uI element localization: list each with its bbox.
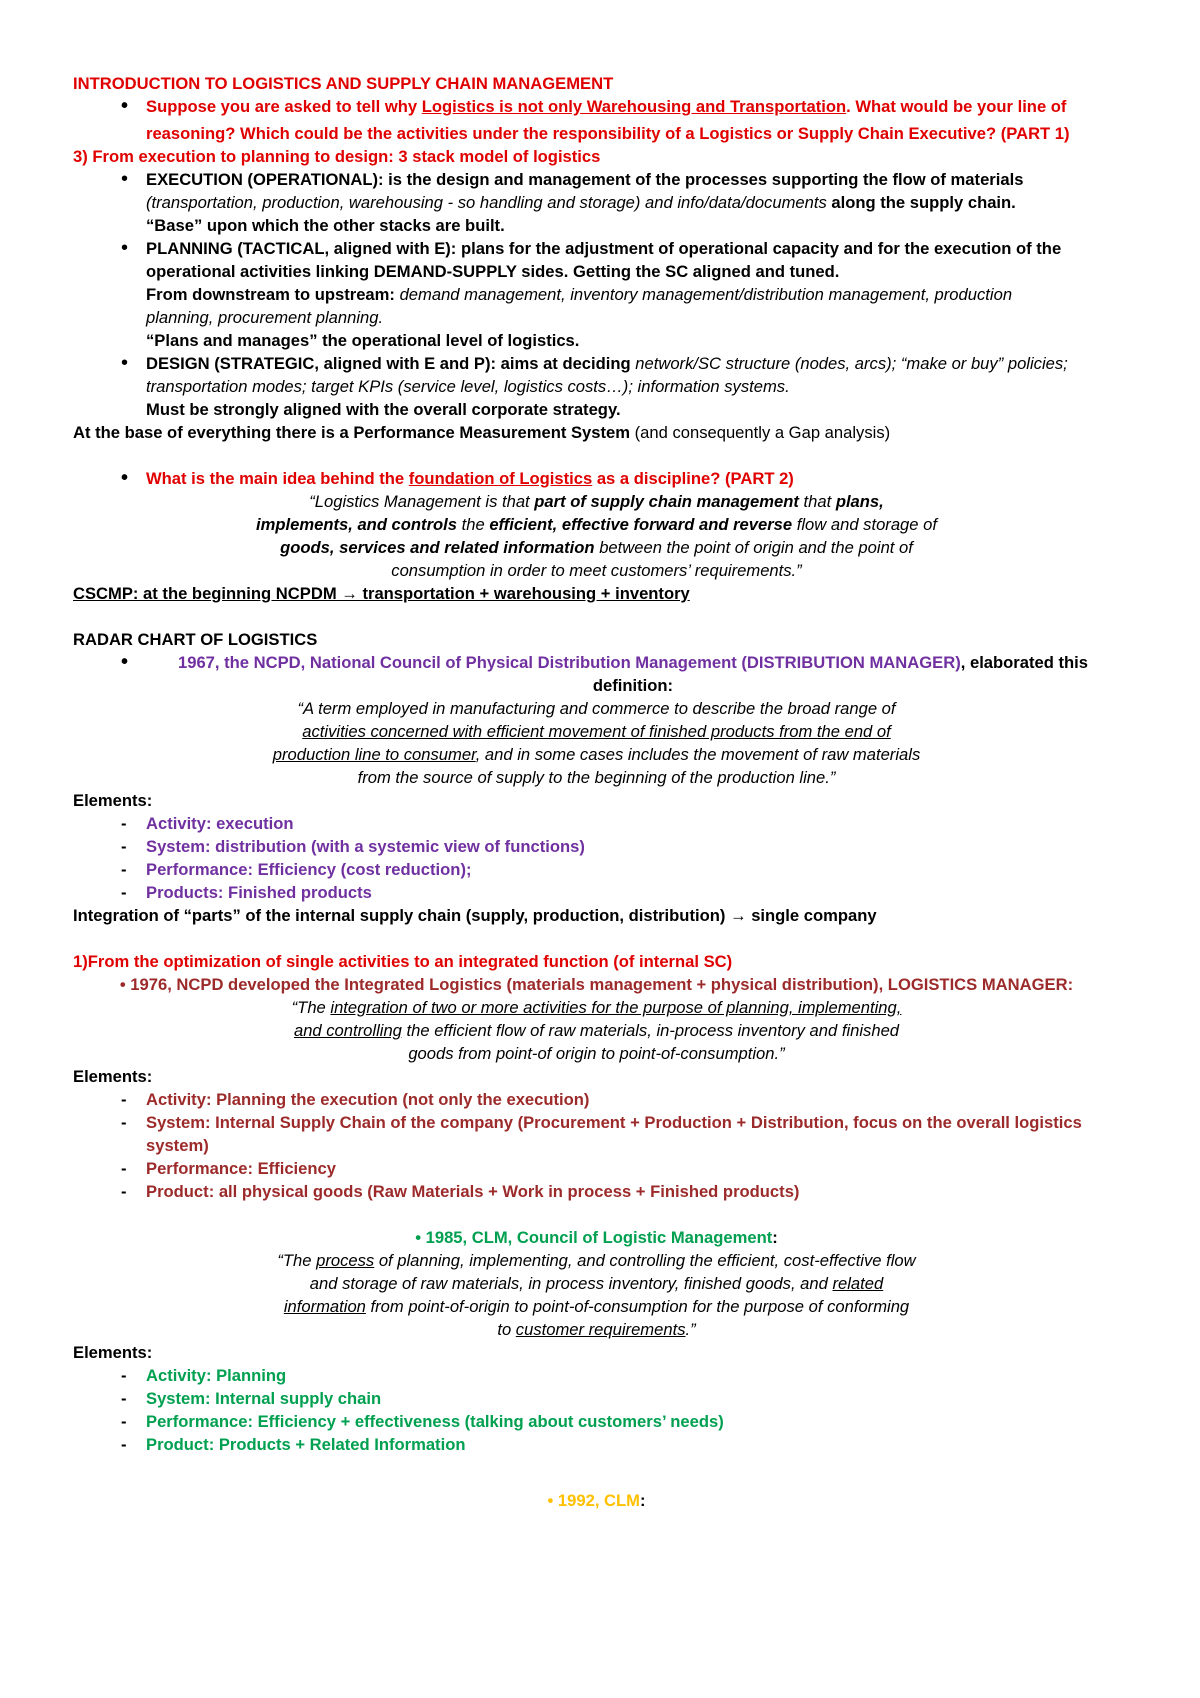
- elements-list-1976: [73, 1088, 1120, 1203]
- planning-item: • PLANNING (TACTICAL, aligned with E): plans for the adjustment of operational capacity and for the execution of the operational activities linking DEMAND-SUPPLY sides. Getting the SC aligned and tuned. From downstream to upstream: demand management, inventory management/distribution management, production planning, procurement planning. “Plans and manages” the operational level of logistics.: [73, 237, 1120, 352]
- list-item: - Product: Products + Related Information: [73, 1433, 1120, 1456]
- list-item: - System: distribution (with a systemic view of functions): [73, 835, 1120, 858]
- part1-question: • Suppose you are asked to tell why Logistics is not only Warehousing and Transportation. What would be your line of reasoning? Which could be the activities under the responsibility of a Logistics or Supply Chain Executive? (PART 1): [73, 95, 1120, 145]
- part2-highlight: foundation of Logistics: [408, 469, 593, 488]
- list-item: - Performance: Efficiency (cost reduction);: [73, 858, 1120, 881]
- elements-label-1976: Elements:: [73, 1067, 153, 1086]
- base-line: At the base of everything there is a Performance Measurement System (and consequently a Gap analysis): [73, 423, 891, 442]
- stack-heading: 3) From execution to planning to design: 3 stack model of logistics: [73, 147, 601, 166]
- clm-1985-quote: “The process of planning, implementing, and controlling the efficient, cost-effective flow and storage of raw materials, in process inventory, finished goods, and related information from point-of-origin to point-of-consumption for the purpose of conforming to customer requirements.”: [277, 1251, 916, 1339]
- elements-list-1967: [73, 812, 1120, 904]
- cscmp-line: CSCMP: at the beginning NCPDM → transportation + warehousing + inventory: [73, 584, 690, 603]
- cscmp-definition-quote: “Logistics Management is that part of supply chain management that plans, implements, and controls the efficient, effective forward and reverse flow and storage of goods, services and related information between the point of origin and the point of consumption in order to meet customers’ requirements.”: [256, 492, 937, 580]
- optimization-heading: 1)From the optimization of single activities to an integrated function (of internal SC): [73, 952, 733, 971]
- heading-1976: • 1976, NCPD developed the Integrated Logistics (materials management + physical distribution), LOGISTICS MANAGER:: [119, 975, 1074, 994]
- doc-title: INTRODUCTION TO LOGISTICS AND SUPPLY CHAIN MANAGEMENT: [73, 74, 614, 93]
- heading-1992: • 1992, CLM:: [547, 1491, 646, 1510]
- elements-label-1985: Elements:: [73, 1343, 153, 1362]
- list-item: - Performance: Efficiency: [73, 1157, 1120, 1180]
- part1-highlight: Logistics is not only Warehousing and Transportation: [421, 97, 847, 116]
- list-item: - Activity: execution: [73, 812, 1120, 835]
- list-item: - Activity: Planning the execution (not only the execution): [73, 1088, 1120, 1111]
- elements-list-1985: [73, 1364, 1120, 1456]
- list-item: - System: Internal Supply Chain of the company (Procurement + Production + Distribution, focus on the overall logistics system): [73, 1111, 1120, 1157]
- elements-label-1967: Elements:: [73, 791, 153, 810]
- execution-item: • EXECUTION (OPERATIONAL): is the design and management of the processes supporting the flow of materials (transportation, production, warehousing - so handling and storage) and info/data/documents along the supply chain. “Base” upon which the other stacks are built.: [73, 168, 1120, 237]
- list-item: - Activity: Planning: [73, 1364, 1120, 1387]
- list-item: - Products: Finished products: [73, 881, 1120, 904]
- list-item: - Product: all physical goods (Raw Materials + Work in process + Finished products): [73, 1180, 1120, 1203]
- item-1967: • 1967, the NCPD, National Council of Physical Distribution Management (DISTRIBUTION MANAGER), elaborated this definition:: [73, 651, 1120, 697]
- heading-1985: • 1985, CLM, Council of Logistic Management:: [415, 1228, 778, 1247]
- integration-line: Integration of “parts” of the internal supply chain (supply, production, distribution) → single company: [73, 906, 877, 925]
- radar-heading: RADAR CHART OF LOGISTICS: [73, 630, 318, 649]
- list-item: - Performance: Efficiency + effectiveness (talking about customers’ needs): [73, 1410, 1120, 1433]
- ncpd-1967-quote: “A term employed in manufacturing and commerce to describe the broad range of activities concerned with efficient movement of finished products from the end of production line to consumer, and in some cases includes the movement of raw materials from the source of supply to the beginning of the production line.”: [272, 699, 921, 787]
- list-item: - System: Internal supply chain: [73, 1387, 1120, 1410]
- design-item: • DESIGN (STRATEGIC, aligned with E and P): aims at deciding network/SC structure (nodes, arcs); “make or buy” policies; transportation modes; target KPIs (service level, logistics costs…); information systems. Must be strongly aligned with the overall corporate strategy.: [73, 352, 1120, 421]
- part2-question: • What is the main idea behind the foundation of Logistics as a discipline? (PART 2): [73, 467, 1120, 490]
- ncpd-1976-quote: “The integration of two or more activities for the purpose of planning, implementing, and controlling the efficient flow of raw materials, in-process inventory and finished goods from point-of origin to point-of-consumption.”: [291, 998, 902, 1063]
